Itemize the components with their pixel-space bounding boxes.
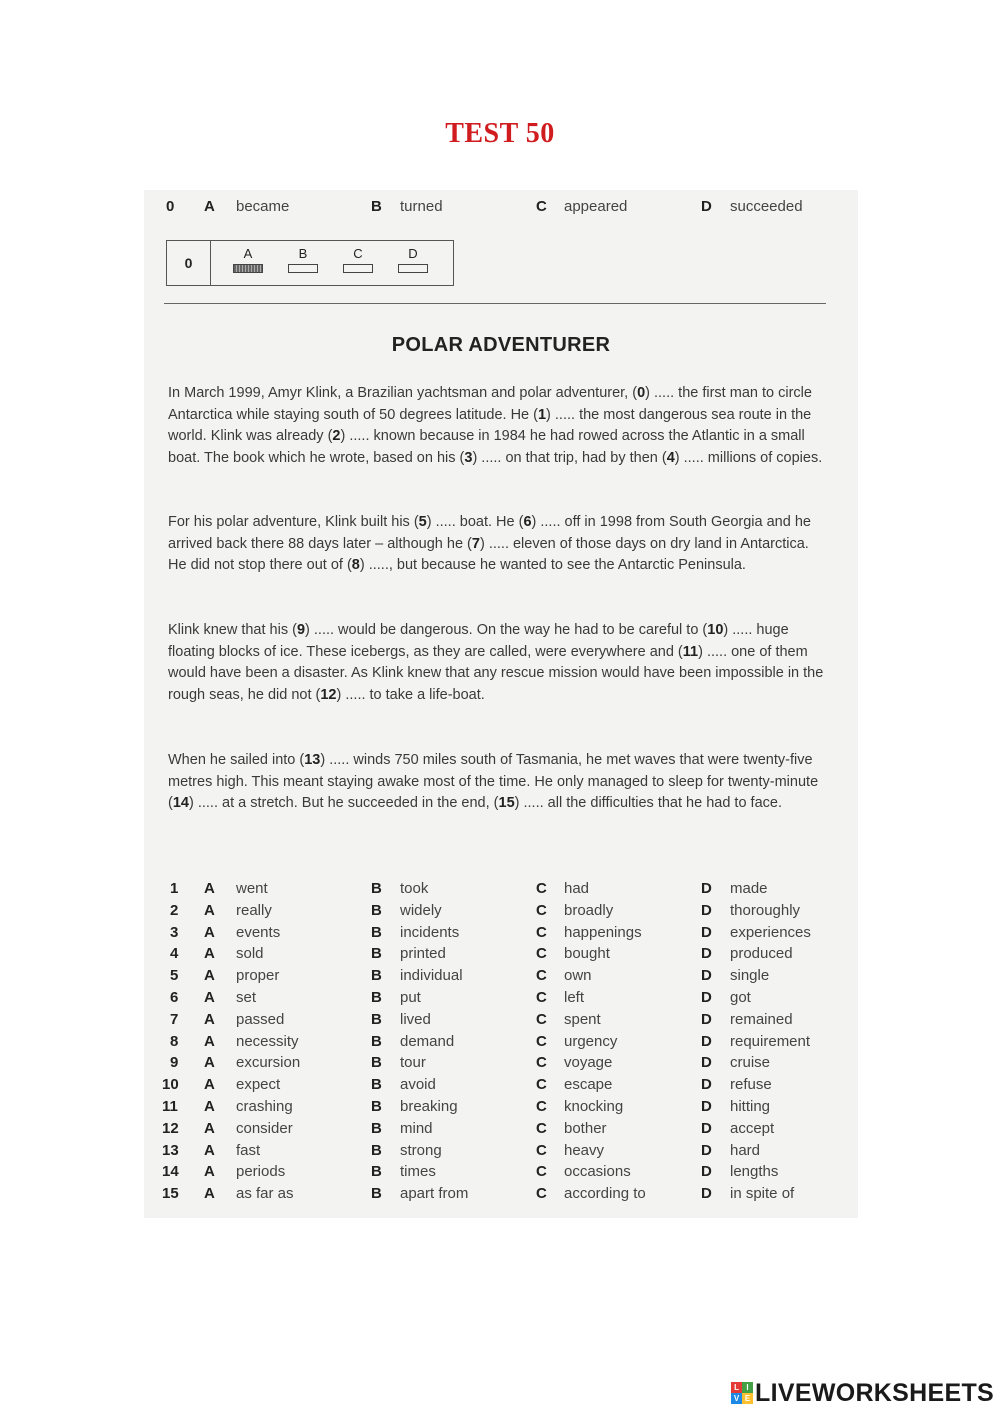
option-text: breaking — [400, 1098, 458, 1115]
example-answer-grid — [166, 240, 454, 286]
question-number: 13 — [162, 1141, 179, 1159]
option-text: widely — [400, 901, 442, 919]
logo-square: V — [731, 1393, 742, 1404]
question-row — [162, 1163, 846, 1185]
gap-number: 6 — [523, 514, 532, 530]
answer-grid-option-d — [398, 246, 428, 273]
passage-text: ) ..... huge floating blocks of ice. These icebergs, as they are called, were everywhere and ( — [168, 622, 789, 660]
option-letter: A — [204, 945, 215, 963]
gap-number: 9 — [296, 622, 306, 638]
option-letter: D — [701, 923, 712, 941]
gap-number: 11 — [682, 643, 699, 660]
option-letter: C — [536, 1010, 547, 1028]
watermark-text: LIVEWORKSHEETS — [755, 1378, 994, 1407]
question-number: 9 — [170, 1054, 179, 1072]
option-text: got — [730, 989, 751, 1006]
option-text: set — [236, 989, 257, 1006]
option-letter: C — [536, 1185, 547, 1203]
gap-number: 15 — [498, 795, 515, 811]
divider — [164, 303, 826, 304]
option-text: lived — [400, 1010, 431, 1028]
example-option-letter: C — [536, 198, 547, 215]
question-number: 3 — [170, 923, 179, 941]
option-letter: C — [536, 1163, 547, 1181]
question-number: 15 — [162, 1185, 179, 1203]
option-letter: D — [701, 1054, 712, 1072]
answer-grid-option-a — [233, 246, 263, 273]
answer-grid-option-b — [288, 246, 318, 273]
option-letter: B — [371, 1163, 382, 1181]
answer-grid-letter: B — [298, 246, 308, 261]
passage-text: ) ..... one of them would have been a disaster. As Klink knew that any rescue mission would have been impossible in the rough seas, he did not ( — [168, 643, 824, 703]
option-text: individual — [400, 967, 463, 985]
passage-text: ) ..... known because in 1984 he had rowed across the Atlantic in a small boat. The book which he wrote, based on his ( — [168, 428, 805, 466]
question-number: 5 — [170, 967, 179, 985]
option-letter: C — [536, 945, 547, 963]
passage-text: ) ....., but because he wanted to see the Antarctic Peninsula. — [359, 557, 746, 573]
option-text: knocking — [564, 1098, 624, 1115]
option-text: consider — [236, 1119, 293, 1137]
option-letter: B — [371, 1119, 382, 1137]
option-text: really — [236, 901, 272, 919]
liveworksheets-logo-icon — [731, 1382, 753, 1404]
option-text: according to — [564, 1185, 646, 1203]
passage-text: ) ..... millions of copies. — [674, 449, 823, 466]
gap-number: 3 — [464, 449, 473, 466]
option-letter: A — [204, 1185, 215, 1203]
option-letter: A — [204, 1163, 215, 1181]
option-letter: A — [204, 1119, 215, 1137]
option-text: necessity — [236, 1032, 299, 1050]
option-letter: C — [536, 1098, 547, 1115]
liveworksheets-watermark — [731, 1376, 994, 1410]
option-text: left — [564, 989, 585, 1006]
question-number: 8 — [170, 1032, 179, 1050]
test-title: TEST 50 — [445, 118, 555, 149]
option-letter: A — [204, 901, 215, 919]
option-text: demand — [400, 1032, 455, 1050]
option-text: single — [730, 967, 770, 985]
option-text: voyage — [564, 1054, 613, 1072]
option-letter: A — [204, 967, 215, 985]
option-letter: D — [701, 989, 712, 1006]
question-row — [166, 880, 846, 902]
option-letter: D — [701, 1076, 712, 1094]
option-letter: C — [536, 1032, 547, 1050]
option-letter: C — [536, 1119, 547, 1137]
option-letter: A — [204, 880, 215, 897]
passage-text: Klink knew that his ( — [168, 622, 297, 638]
passage-text: ) ..... winds 750 miles south of Tasmania, he met waves that were twenty-five metres high. This meant staying awake most of the time. He only managed to sleep for twenty-minute ( — [168, 752, 819, 811]
question-row — [166, 945, 846, 967]
question-row — [162, 1119, 846, 1142]
option-letter: A — [204, 989, 215, 1006]
option-text: spent — [564, 1010, 601, 1028]
example-option-text: turned — [400, 198, 443, 215]
option-text: excursion — [236, 1054, 301, 1072]
answer-box — [288, 264, 318, 273]
passage-text: ) ..... off in 1998 from South Georgia and he arrived back there 88 days later – although he ( — [168, 514, 811, 552]
option-letter: D — [701, 1098, 712, 1115]
option-text: periods — [236, 1163, 286, 1181]
option-text: avoid — [400, 1076, 436, 1094]
question-row — [166, 902, 846, 924]
passage-paragraph — [168, 383, 828, 469]
option-text: produced — [730, 945, 793, 963]
question-number: 7 — [170, 1010, 179, 1028]
option-text: experiences — [730, 923, 811, 941]
option-letter: C — [536, 1076, 547, 1094]
option-letter: B — [371, 967, 382, 985]
passage-text: ) ..... on that trip, had by then ( — [472, 449, 667, 466]
gap-number: 14 — [172, 795, 189, 811]
option-letter: D — [701, 1010, 712, 1028]
gap-number: 12 — [320, 686, 337, 703]
question-number: 14 — [162, 1163, 179, 1181]
question-number: 4 — [170, 945, 179, 963]
question-number: 11 — [162, 1098, 178, 1115]
question-row — [166, 967, 846, 989]
option-text: bought — [564, 945, 610, 963]
answer-box — [343, 264, 373, 273]
option-text: escape — [564, 1076, 613, 1094]
option-text: had — [564, 880, 590, 897]
option-text: heavy — [564, 1141, 605, 1159]
passage-paragraph — [168, 620, 828, 706]
answer-grid-letter: A — [243, 246, 253, 261]
answer-grid-number: 0 — [167, 241, 211, 285]
option-text: fast — [236, 1141, 261, 1159]
option-letter: D — [701, 1185, 712, 1203]
option-text: remained — [730, 1010, 793, 1028]
logo-square: L — [731, 1382, 742, 1393]
option-letter: C — [536, 880, 547, 897]
answer-box — [398, 264, 428, 273]
option-letter: B — [371, 901, 382, 919]
gap-number: 0 — [637, 385, 646, 401]
question-number: 2 — [170, 901, 179, 919]
option-letter: B — [371, 989, 382, 1006]
option-text: expect — [236, 1076, 281, 1094]
question-row — [166, 989, 846, 1011]
option-text: own — [564, 967, 592, 985]
option-text: thoroughly — [730, 901, 801, 919]
option-letter: B — [371, 1185, 382, 1203]
option-text: happenings — [564, 923, 642, 941]
option-text: took — [400, 880, 429, 897]
option-letter: C — [536, 901, 547, 919]
gap-number: 4 — [666, 449, 675, 466]
passage-text: When he sailed into ( — [168, 752, 305, 768]
passage-text: ) ..... all the difficulties that he had to face. — [514, 795, 782, 811]
passage-text: For his polar adventure, Klink built his ( — [168, 514, 419, 530]
option-letter: D — [701, 967, 712, 985]
option-text: times — [400, 1163, 436, 1181]
example-option-text: appeared — [564, 198, 628, 215]
option-text: printed — [400, 945, 446, 963]
logo-square: I — [742, 1382, 753, 1393]
option-text: strong — [400, 1141, 442, 1159]
option-letter: D — [701, 880, 712, 897]
option-letter: D — [701, 1032, 712, 1050]
option-letter: B — [371, 1098, 382, 1115]
answer-grid-option-c — [343, 246, 373, 273]
question-row — [162, 1098, 846, 1120]
option-letter: B — [371, 1054, 382, 1072]
gap-number: 2 — [332, 428, 341, 444]
option-text: lengths — [730, 1163, 779, 1181]
example-option-text: succeeded — [730, 198, 803, 215]
question-row — [166, 1054, 846, 1076]
passage-text: ) ..... to take a life-boat. — [336, 686, 485, 703]
logo-square: E — [742, 1393, 753, 1404]
question-number: 10 — [162, 1076, 179, 1094]
option-letter: A — [204, 1010, 215, 1028]
option-letter: B — [371, 923, 382, 941]
option-text: passed — [236, 1010, 285, 1028]
passage-title: POLAR ADVENTURER — [391, 334, 611, 356]
option-text: hitting — [730, 1098, 771, 1115]
passage-paragraph — [168, 512, 828, 577]
passage-text: ) ..... the most dangerous sea route in the world. Klink was already ( — [168, 406, 812, 444]
passage-text: ) ..... at a stretch. But he succeeded in the end, ( — [188, 795, 499, 811]
option-text: accept — [730, 1119, 775, 1137]
question-row — [162, 1185, 846, 1207]
option-letter: D — [701, 1119, 712, 1137]
option-letter: D — [701, 901, 712, 919]
option-text: broadly — [564, 901, 614, 919]
gap-number: 5 — [418, 514, 427, 530]
option-letter: A — [204, 1098, 215, 1115]
option-letter: B — [371, 1010, 382, 1028]
example-question — [166, 198, 846, 220]
question-row — [166, 1011, 846, 1033]
option-text: bother — [564, 1119, 607, 1137]
option-text: as far as — [236, 1185, 294, 1203]
question-number: 1 — [170, 880, 179, 897]
option-text: in spite of — [730, 1185, 795, 1203]
option-text: put — [400, 989, 421, 1006]
option-letter: D — [701, 1141, 712, 1159]
option-letter: B — [371, 945, 382, 963]
gap-number: 10 — [707, 622, 724, 638]
option-letter: D — [701, 1163, 712, 1181]
option-letter: A — [204, 923, 215, 941]
option-letter: B — [371, 1076, 382, 1094]
passage-text: ) ..... eleven of those days on dry land in Antarctica. He did not stop there out of ( — [168, 535, 809, 573]
answer-box-selected — [233, 264, 263, 273]
option-letter: C — [536, 1141, 547, 1159]
option-letter: C — [536, 967, 547, 985]
question-number: 6 — [170, 989, 179, 1006]
option-letter: D — [701, 945, 712, 963]
option-text: events — [236, 923, 281, 941]
option-letter: B — [371, 880, 382, 897]
example-option-letter: A — [204, 198, 215, 215]
question-number: 12 — [162, 1119, 179, 1137]
question-row — [162, 1141, 846, 1164]
example-option-letter: D — [701, 198, 712, 215]
option-text: cruise — [730, 1054, 771, 1072]
example-option-text: became — [236, 198, 290, 215]
answer-grid-letter: C — [353, 246, 363, 261]
option-text: occasions — [564, 1163, 631, 1181]
gap-number: 1 — [537, 406, 547, 423]
answer-grid-letter: D — [408, 246, 418, 261]
passage-text: ) ..... would be dangerous. On the way he had to be careful to ( — [305, 622, 708, 638]
question-row — [166, 1033, 846, 1055]
option-text: tour — [400, 1054, 426, 1072]
passage-text: ) ..... boat. He ( — [426, 514, 524, 530]
option-letter: A — [204, 1141, 215, 1159]
option-text: urgency — [564, 1032, 618, 1050]
example-number: 0 — [166, 198, 175, 215]
option-text: apart from — [400, 1185, 469, 1203]
option-letter: A — [204, 1076, 215, 1094]
example-option-letter: B — [371, 198, 382, 215]
gap-number: 7 — [471, 535, 480, 552]
option-text: hard — [730, 1141, 761, 1159]
gap-number: 13 — [304, 752, 321, 768]
option-letter: C — [536, 923, 547, 941]
option-text: crashing — [236, 1098, 293, 1115]
option-text: requirement — [730, 1032, 811, 1050]
option-text: sold — [236, 945, 264, 963]
passage-paragraph — [168, 750, 828, 815]
option-letter: C — [536, 1054, 547, 1072]
passage-text: ) ..... the first man to circle Antarctica while staying south of 50 degrees latitude. He ( — [168, 385, 812, 423]
scanned-worksheet — [144, 190, 858, 1218]
question-row — [162, 1076, 846, 1098]
option-text: incidents — [400, 923, 460, 941]
option-letter: C — [536, 989, 547, 1006]
question-row — [166, 924, 846, 946]
option-letter: B — [371, 1141, 382, 1159]
option-text: went — [236, 880, 268, 897]
option-text: refuse — [730, 1076, 772, 1094]
option-text: proper — [236, 967, 280, 985]
option-text: made — [730, 880, 768, 897]
option-letter: A — [204, 1054, 215, 1072]
option-letter: B — [371, 1032, 382, 1050]
option-letter: A — [204, 1032, 215, 1050]
gap-number: 8 — [351, 557, 360, 573]
passage-text: In March 1999, Amyr Klink, a Brazilian yachtsman and polar adventurer, ( — [168, 385, 638, 401]
option-text: mind — [400, 1119, 433, 1137]
